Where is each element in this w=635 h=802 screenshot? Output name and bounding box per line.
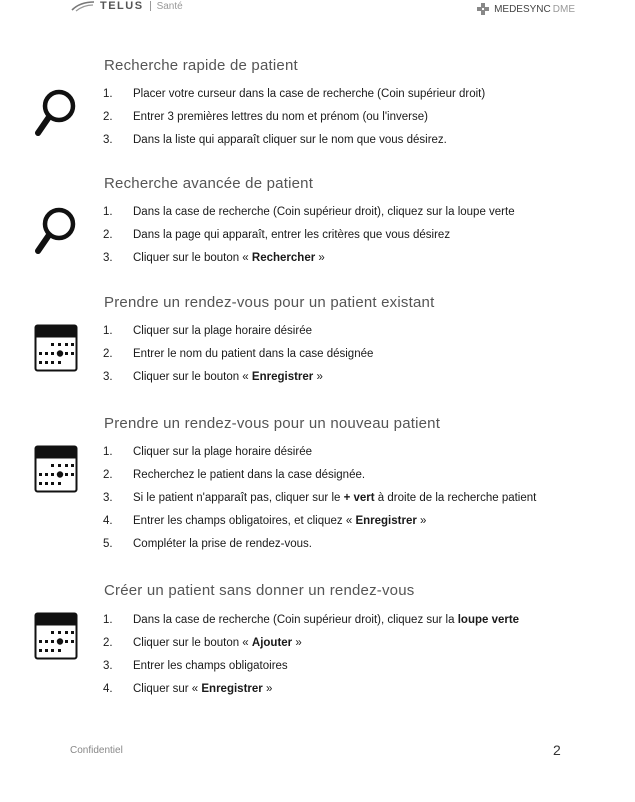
list-item: 3. Cliquer sur le bouton « Rechercher » bbox=[103, 252, 325, 264]
steps-list bbox=[0, 88, 635, 157]
list-item: 5. Compléter la prise de rendez-vous. bbox=[103, 538, 312, 550]
list-item: 1. Dans la case de recherche (Coin supérieur droit), cliquez sur la loupe verte bbox=[103, 614, 520, 626]
list-item: 3. Dans la liste qui apparaît cliquer sur le nom que vous désirez. bbox=[103, 134, 447, 146]
list-item: 2. Dans la page qui apparaît, entrer les critères que vous désirez bbox=[103, 229, 451, 241]
medesync-logo bbox=[477, 3, 575, 15]
telus-wordmark: TELUS bbox=[100, 0, 144, 12]
section-title: Créer un patient sans donner un rendez-vous bbox=[104, 582, 415, 599]
list-item: 4. Entrer les champs obligatoires, et cliquez « Enregistrer » bbox=[103, 515, 427, 527]
brand-divider bbox=[150, 1, 151, 11]
steps-list bbox=[0, 206, 635, 275]
list-item: 3. Cliquer sur le bouton « Enregistrer » bbox=[103, 371, 323, 383]
list-item: 2. Entrer 3 premières lettres du nom et prénom (ou l'inverse) bbox=[103, 111, 428, 123]
telus-sante-label: Santé bbox=[156, 0, 183, 12]
steps-list bbox=[0, 446, 635, 561]
page-header bbox=[0, 0, 635, 22]
telus-logo bbox=[70, 0, 183, 12]
steps-list bbox=[0, 614, 635, 706]
section-title: Recherche rapide de patient bbox=[104, 57, 298, 74]
medesync-wordmark: MEDESYNC bbox=[494, 3, 551, 15]
medesync-cross-icon bbox=[477, 3, 489, 15]
list-item: 1. Cliquer sur la plage horaire désirée bbox=[103, 325, 312, 337]
medesync-dme-label: DME bbox=[552, 3, 575, 15]
section-title: Prendre un rendez-vous pour un patient existant bbox=[104, 294, 435, 311]
footer-confidential: Confidentiel bbox=[70, 745, 123, 756]
list-item: 2. Entrer le nom du patient dans la case désignée bbox=[103, 348, 374, 360]
steps-list bbox=[0, 325, 635, 394]
list-item: 1. Dans la case de recherche (Coin supérieur droit), cliquez sur la loupe verte bbox=[103, 206, 515, 218]
telus-swoosh-icon bbox=[70, 0, 96, 12]
section-title: Recherche avancée de patient bbox=[104, 175, 314, 192]
list-item: 1. Cliquer sur la plage horaire désirée bbox=[103, 446, 312, 458]
list-item: 3. Si le patient n'apparaît pas, cliquer sur le + vert à droite de la recherche patient bbox=[103, 492, 537, 504]
list-item: 3. Entrer les champs obligatoires bbox=[103, 660, 288, 672]
list-item: 2. Recherchez le patient dans la case désignée. bbox=[103, 469, 366, 481]
list-item: 4. Cliquer sur « Enregistrer » bbox=[103, 683, 273, 695]
list-item: 1. Placer votre curseur dans la case de recherche (Coin supérieur droit) bbox=[103, 88, 486, 100]
list-item: 2. Cliquer sur le bouton « Ajouter » bbox=[103, 637, 302, 649]
section-title: Prendre un rendez-vous pour un nouveau patient bbox=[104, 415, 441, 432]
page-number: 2 bbox=[553, 742, 561, 758]
